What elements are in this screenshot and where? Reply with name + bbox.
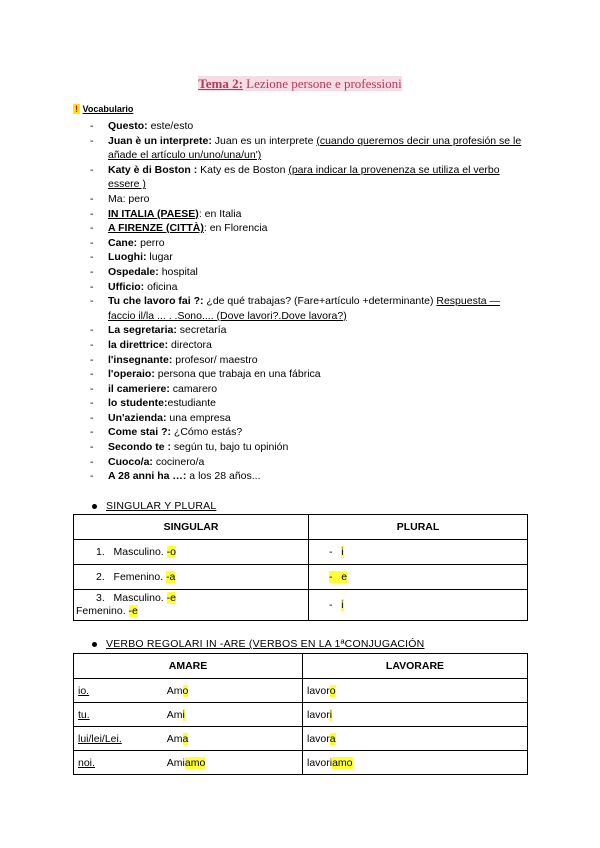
vocab-item bbox=[90, 367, 530, 382]
vocab-section-header bbox=[73, 104, 133, 114]
verb-ending: i bbox=[329, 708, 333, 721]
vocab-item bbox=[90, 119, 530, 134]
vocab-term: l'operaio: bbox=[108, 368, 155, 381]
singular-plural-table bbox=[73, 514, 528, 621]
lavorare-form-cell bbox=[303, 703, 528, 727]
pronoun: tu. bbox=[78, 708, 90, 721]
vocab-definition: directora bbox=[168, 338, 212, 351]
vocab-definition: perro bbox=[137, 236, 165, 249]
lavorare-form-cell bbox=[303, 751, 528, 775]
vocab-term: Un'azienda: bbox=[108, 411, 167, 424]
vocab-term: La segretaria: bbox=[108, 324, 177, 337]
table-cell bbox=[74, 590, 309, 621]
table-row bbox=[74, 703, 528, 727]
vocab-term: A FIRENZE (CITTÀ) bbox=[108, 222, 204, 235]
verb-ending: a bbox=[182, 732, 189, 745]
vocab-term: Katy è di Boston : bbox=[108, 163, 198, 176]
vocab-definition: profesor/ maestro bbox=[172, 353, 258, 366]
vocab-note: (cuando queremos decir una profesión se le añade el artículo un/uno/una/un') bbox=[108, 134, 522, 162]
vocab-definition: camarero bbox=[169, 382, 218, 395]
table-cell bbox=[74, 565, 309, 590]
vocab-term: A 28 anni ha …: bbox=[108, 470, 187, 483]
vocab-term: Tu che lavoro fai ?: bbox=[108, 295, 204, 308]
bullet-icon bbox=[92, 504, 97, 509]
section-heading-text: VERBO REGOLARI IN -ARE (VERBOS EN LA 1ªCONJUGACIÓN bbox=[106, 638, 425, 650]
gender-label: Femenino. bbox=[76, 605, 126, 617]
vocab-term: IN ITALIA (PAESE) bbox=[108, 207, 199, 220]
verb-ending: o bbox=[182, 684, 189, 697]
vocab-item bbox=[90, 134, 530, 163]
vocab-item bbox=[90, 425, 530, 440]
vocab-definition: Juan es un interprete bbox=[211, 134, 317, 147]
table-row bbox=[74, 679, 528, 703]
section-heading-singular-plural bbox=[92, 500, 216, 512]
vocab-item bbox=[90, 396, 530, 411]
verb-stem: Am bbox=[166, 684, 183, 697]
verb-stem: lavor bbox=[307, 732, 330, 745]
vocab-term: Ospedale: bbox=[108, 265, 159, 278]
vocab-item bbox=[90, 353, 530, 368]
vocab-definition: lugar bbox=[146, 251, 173, 264]
table-cell bbox=[74, 540, 309, 565]
amare-form-cell bbox=[163, 727, 303, 751]
vocab-definition: a los 28 años... bbox=[186, 470, 261, 483]
vocab-item bbox=[90, 469, 530, 484]
table-row bbox=[74, 565, 528, 590]
vocab-item bbox=[90, 236, 530, 251]
verb-stem: lavori bbox=[307, 756, 333, 769]
section-heading-verbs bbox=[92, 638, 424, 650]
vocab-definition: cocinero/a bbox=[152, 455, 205, 468]
vocab-definition: ¿Cómo estás? bbox=[171, 426, 243, 439]
verb-ending: amo bbox=[332, 756, 353, 769]
singular-ending: -a bbox=[166, 571, 176, 583]
table-cell bbox=[309, 590, 528, 621]
vocab-term: lo studente: bbox=[108, 397, 168, 410]
verb-ending: o bbox=[329, 684, 336, 697]
table-cell bbox=[309, 540, 528, 565]
vocab-definition: este/esto bbox=[147, 120, 194, 132]
vocab-definition: estudiante bbox=[167, 397, 216, 410]
vocab-definition: una empresa bbox=[166, 411, 231, 424]
vocab-list bbox=[90, 119, 530, 484]
vocab-definition: persona que trabaja en una fábrica bbox=[154, 368, 321, 381]
section-heading-text: SINGULAR Y PLURAL bbox=[106, 500, 217, 512]
vocab-term: il cameriere: bbox=[108, 382, 170, 395]
vocab-definition: según tu, bajo tu opinión bbox=[171, 441, 289, 454]
vocab-item bbox=[90, 265, 530, 280]
vocab-item bbox=[90, 163, 530, 192]
column-header-plural: PLURAL bbox=[309, 515, 528, 540]
vocab-item bbox=[90, 411, 530, 426]
row-number: 1. bbox=[96, 546, 105, 558]
verb-ending: a bbox=[329, 732, 336, 745]
dash: - bbox=[329, 546, 333, 558]
pronoun-cell bbox=[74, 679, 163, 703]
verb-stem: lavor bbox=[307, 708, 330, 721]
vocab-term: Luoghi: bbox=[108, 251, 147, 264]
singular-ending: -e bbox=[166, 592, 176, 604]
page-title bbox=[0, 76, 600, 92]
vocab-item bbox=[90, 440, 530, 455]
vocab-header-label: Vocabulario bbox=[82, 104, 134, 114]
gender-label: Femenino. bbox=[113, 571, 164, 583]
vocab-definition: Ma: pero bbox=[108, 192, 150, 205]
vocab-definition: ¿de qué trabajas? (Fare+artículo +determinante) bbox=[203, 295, 437, 308]
vocab-item bbox=[90, 455, 530, 470]
verb-stem: Am bbox=[166, 732, 183, 745]
vocab-definition: : en Florencia bbox=[203, 222, 268, 235]
vocab-definition: secretaría bbox=[176, 324, 227, 337]
vocab-term: la direttrice: bbox=[108, 338, 169, 351]
vocab-term: Questo: bbox=[108, 120, 148, 132]
amare-form-cell bbox=[163, 751, 303, 775]
table-row bbox=[74, 540, 528, 565]
column-header-amare: AMARE bbox=[74, 654, 303, 679]
pronoun-cell bbox=[74, 751, 163, 775]
bullet-icon bbox=[92, 642, 97, 647]
vocab-item bbox=[90, 338, 530, 353]
row-number: 2. bbox=[96, 571, 105, 583]
vocab-item bbox=[90, 221, 530, 236]
warning-icon: ! bbox=[75, 104, 78, 114]
vocab-term: Come stai ?: bbox=[108, 426, 172, 439]
table-row bbox=[74, 751, 528, 775]
vocab-term: Cane: bbox=[108, 236, 138, 249]
verb-conjugation-table bbox=[73, 653, 528, 775]
vocab-item bbox=[90, 250, 530, 265]
lavorare-form-cell bbox=[303, 679, 528, 703]
table-row bbox=[74, 727, 528, 751]
pronoun-cell bbox=[74, 703, 163, 727]
dash: - bbox=[329, 599, 333, 611]
pronoun: io. bbox=[78, 684, 90, 697]
column-header-lavorare: LAVORARE bbox=[303, 654, 528, 679]
pronoun-cell bbox=[74, 727, 163, 751]
column-header-singular: SINGULAR bbox=[74, 515, 309, 540]
vocab-item bbox=[90, 294, 530, 323]
vocab-item bbox=[90, 323, 530, 338]
amare-form-cell bbox=[163, 703, 303, 727]
gender-label: Masculino. bbox=[113, 546, 164, 558]
vocab-definition: : en Italia bbox=[198, 207, 242, 220]
table-cell bbox=[309, 565, 528, 590]
vocab-definition: hospital bbox=[158, 265, 198, 278]
singular-ending: -e bbox=[128, 605, 138, 617]
plural-ending: e bbox=[341, 571, 348, 583]
vocab-term: l'insegnante: bbox=[108, 353, 173, 366]
verb-stem: Ami bbox=[166, 756, 185, 769]
vocab-term: Juan è un interprete: bbox=[108, 134, 212, 147]
vocab-note: Respuesta — faccio il/la ... . .Sono.... (Dove lavori?.Dove lavora?) bbox=[108, 295, 500, 322]
vocab-definition: Katy es de Boston bbox=[197, 163, 289, 176]
vocab-item bbox=[90, 382, 530, 397]
vocab-item bbox=[90, 207, 530, 222]
plural-ending: i bbox=[341, 599, 344, 611]
pronoun: noi. bbox=[78, 756, 95, 769]
dash: - bbox=[329, 571, 333, 583]
vocab-term: Secondo te : bbox=[108, 441, 172, 454]
title-topic: Tema 2: bbox=[198, 76, 243, 91]
singular-ending: -o bbox=[166, 546, 176, 558]
plural-ending: i bbox=[341, 546, 344, 558]
table-row bbox=[74, 590, 528, 621]
vocab-note: (para indicar la provenenza se utiliza el verbo essere ) bbox=[108, 163, 500, 191]
verb-stem: lavor bbox=[307, 684, 330, 697]
vocab-term: Ufficio: bbox=[108, 280, 145, 293]
gender-label: Masculino. bbox=[113, 592, 164, 604]
vocab-definition: oficina bbox=[144, 280, 178, 293]
amare-form-cell bbox=[163, 679, 303, 703]
title-subject: Lezione persone e professioni bbox=[242, 76, 402, 91]
vocab-item bbox=[90, 192, 530, 207]
pronoun: lui/lei/Lei. bbox=[78, 732, 122, 745]
vocab-term: Cuoco/a: bbox=[108, 455, 153, 468]
lavorare-form-cell bbox=[303, 727, 528, 751]
verb-stem: Am bbox=[166, 708, 183, 721]
vocab-item bbox=[90, 280, 530, 295]
verb-ending: amo bbox=[184, 756, 206, 769]
row-number: 3. bbox=[96, 592, 105, 604]
verb-ending: i bbox=[182, 708, 185, 721]
